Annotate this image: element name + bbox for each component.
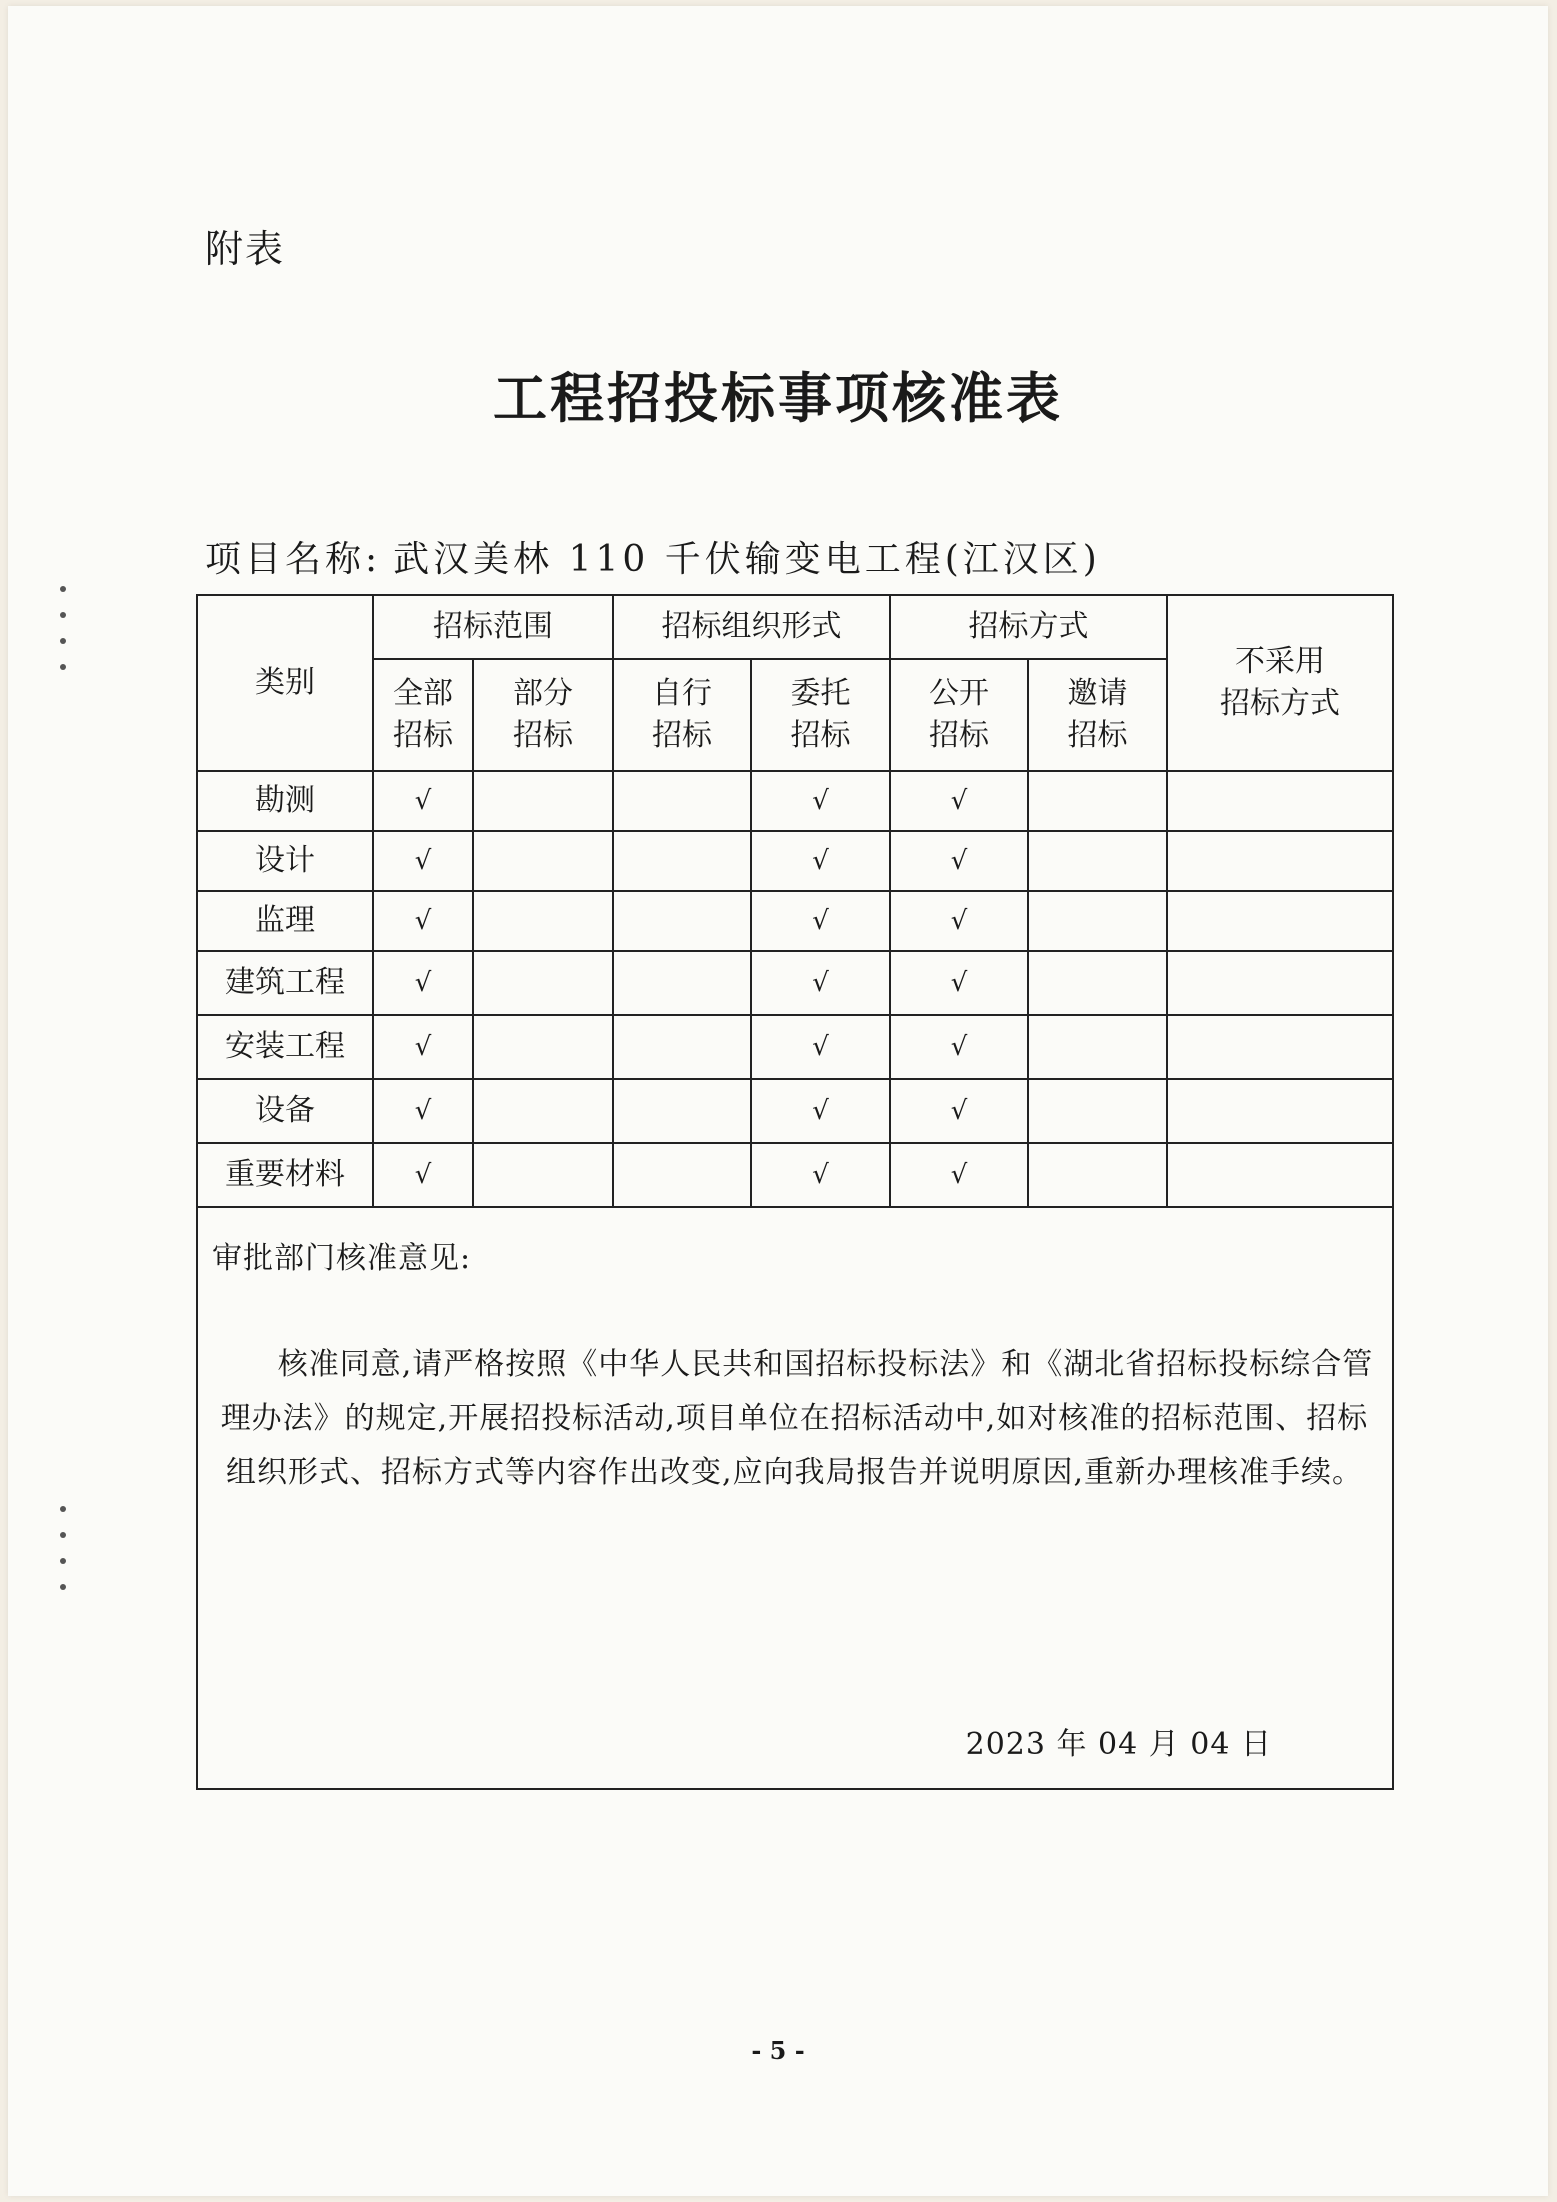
cell-full-bid: √ bbox=[373, 951, 473, 1015]
cell-no-bid bbox=[1167, 951, 1393, 1015]
group-header-bid-organization: 招标组织形式 bbox=[613, 595, 890, 659]
cell-partial-bid bbox=[473, 831, 613, 891]
cell-no-bid bbox=[1167, 1015, 1393, 1079]
cell-full-bid: √ bbox=[373, 831, 473, 891]
row-category: 设备 bbox=[197, 1079, 373, 1143]
cell-open-bid: √ bbox=[890, 1015, 1028, 1079]
cell-no-bid bbox=[1167, 831, 1393, 891]
cell-open-bid: √ bbox=[890, 891, 1028, 951]
cell-partial-bid bbox=[473, 951, 613, 1015]
cell-no-bid bbox=[1167, 1079, 1393, 1143]
cell-partial-bid bbox=[473, 1143, 613, 1207]
sub-header-line2: 招标 bbox=[1067, 718, 1128, 753]
sub-header-line2: 招标 bbox=[393, 718, 453, 753]
cell-entrusted-bid: √ bbox=[751, 1015, 890, 1079]
cell-self-bid bbox=[613, 1015, 751, 1079]
sub-header-line1: 公开 bbox=[929, 676, 989, 711]
binder-marks-bottom bbox=[60, 1506, 72, 1610]
cell-full-bid: √ bbox=[373, 771, 473, 831]
table-row bbox=[197, 951, 1393, 1015]
sub-header-invited-bid bbox=[1028, 659, 1167, 771]
cell-invited-bid bbox=[1028, 1015, 1167, 1079]
sub-header-self-bid bbox=[613, 659, 751, 771]
document-title: 工程招投标事项核准表 bbox=[493, 366, 1063, 430]
project-name-line bbox=[205, 531, 1101, 582]
cell-self-bid bbox=[613, 1143, 751, 1207]
sub-header-open-bid bbox=[890, 659, 1028, 771]
cell-open-bid: √ bbox=[890, 1079, 1028, 1143]
cell-invited-bid bbox=[1028, 831, 1167, 891]
group-header-bid-scope: 招标范围 bbox=[373, 595, 613, 659]
cell-invited-bid bbox=[1028, 771, 1167, 831]
row-category: 监理 bbox=[197, 891, 373, 951]
sub-header-line1: 自行 bbox=[652, 676, 712, 711]
cell-full-bid: √ bbox=[373, 1079, 473, 1143]
cell-partial-bid bbox=[473, 771, 613, 831]
sub-header-line1: 全部 bbox=[393, 676, 453, 711]
cell-invited-bid bbox=[1028, 1143, 1167, 1207]
binder-marks-top bbox=[60, 586, 72, 690]
cell-entrusted-bid: √ bbox=[751, 831, 890, 891]
table-row bbox=[197, 1079, 1393, 1143]
cell-open-bid: √ bbox=[890, 831, 1028, 891]
cell-no-bid bbox=[1167, 771, 1393, 831]
cell-full-bid: √ bbox=[373, 1015, 473, 1079]
row-category: 勘测 bbox=[197, 771, 373, 831]
attachment-label: 附表 bbox=[205, 227, 286, 271]
cell-partial-bid bbox=[473, 891, 613, 951]
sub-header-entrusted-bid bbox=[751, 659, 890, 771]
cell-entrusted-bid: √ bbox=[751, 1143, 890, 1207]
opinion-body: 核准同意,请严格按照《中华人民共和国招标投标法》和《湖北省招标投标综合管理办法》的规定,开展招投标活动,项目单位在招标活动中,如对核准的招标范围、招标组织形式、招标方式等内容作出改变,应向我局报告并说明原因,重新办理核准手续。 bbox=[220, 1347, 1374, 1490]
no-bid-header bbox=[1167, 595, 1393, 771]
cell-full-bid: √ bbox=[373, 891, 473, 951]
no-bid-header-line1: 不采用 bbox=[1235, 644, 1325, 679]
table-row bbox=[197, 1015, 1393, 1079]
document-page bbox=[8, 6, 1548, 2196]
cell-invited-bid bbox=[1028, 951, 1167, 1015]
table-row bbox=[197, 1143, 1393, 1207]
cell-entrusted-bid: √ bbox=[751, 891, 890, 951]
page-number: - 5 - bbox=[751, 2036, 805, 2065]
sub-header-full-bid bbox=[373, 659, 473, 771]
project-name-label: 项目名称: bbox=[205, 539, 382, 580]
opinion-row bbox=[197, 1207, 1393, 1789]
opinion-cell bbox=[197, 1207, 1393, 1789]
cell-no-bid bbox=[1167, 1143, 1393, 1207]
cell-self-bid bbox=[613, 891, 751, 951]
cell-invited-bid bbox=[1028, 1079, 1167, 1143]
sub-header-line2: 招标 bbox=[652, 718, 712, 753]
opinion-label: 审批部门核准意见: bbox=[212, 1241, 472, 1276]
cell-self-bid bbox=[613, 771, 751, 831]
group-header-bid-method: 招标方式 bbox=[890, 595, 1167, 659]
sub-header-line1: 部分 bbox=[513, 676, 573, 711]
row-category: 建筑工程 bbox=[197, 951, 373, 1015]
sub-header-partial-bid bbox=[473, 659, 613, 771]
table-row bbox=[197, 831, 1393, 891]
opinion-date: 2023 年 04 月 04 日 bbox=[965, 1727, 1272, 1762]
cell-self-bid bbox=[613, 831, 751, 891]
cell-entrusted-bid: √ bbox=[751, 771, 890, 831]
row-category: 安装工程 bbox=[197, 1015, 373, 1079]
cell-full-bid: √ bbox=[373, 1143, 473, 1207]
sub-header-line2: 招标 bbox=[513, 718, 573, 753]
cell-self-bid bbox=[613, 951, 751, 1015]
row-category: 重要材料 bbox=[197, 1143, 373, 1207]
cell-entrusted-bid: √ bbox=[751, 1079, 890, 1143]
table-row bbox=[197, 771, 1393, 831]
cell-self-bid bbox=[613, 1079, 751, 1143]
approval-table bbox=[196, 594, 1392, 1790]
row-category: 设计 bbox=[197, 831, 373, 891]
project-name-value: 武汉美林 110 千伏输变电工程(江汉区) bbox=[393, 539, 1101, 580]
sub-header-line1: 邀请 bbox=[1067, 676, 1128, 711]
cell-partial-bid bbox=[473, 1015, 613, 1079]
no-bid-header-line2: 招标方式 bbox=[1220, 686, 1340, 721]
cell-open-bid: √ bbox=[890, 771, 1028, 831]
category-header: 类别 bbox=[197, 595, 373, 771]
cell-partial-bid bbox=[473, 1079, 613, 1143]
cell-entrusted-bid: √ bbox=[751, 951, 890, 1015]
cell-no-bid bbox=[1167, 891, 1393, 951]
cell-open-bid: √ bbox=[890, 951, 1028, 1015]
sub-header-line1: 委托 bbox=[790, 676, 851, 711]
cell-open-bid: √ bbox=[890, 1143, 1028, 1207]
sub-header-line2: 招标 bbox=[929, 718, 989, 753]
header-row-groups bbox=[197, 595, 1393, 659]
cell-invited-bid bbox=[1028, 891, 1167, 951]
sub-header-line2: 招标 bbox=[790, 718, 851, 753]
table-row bbox=[197, 891, 1393, 951]
